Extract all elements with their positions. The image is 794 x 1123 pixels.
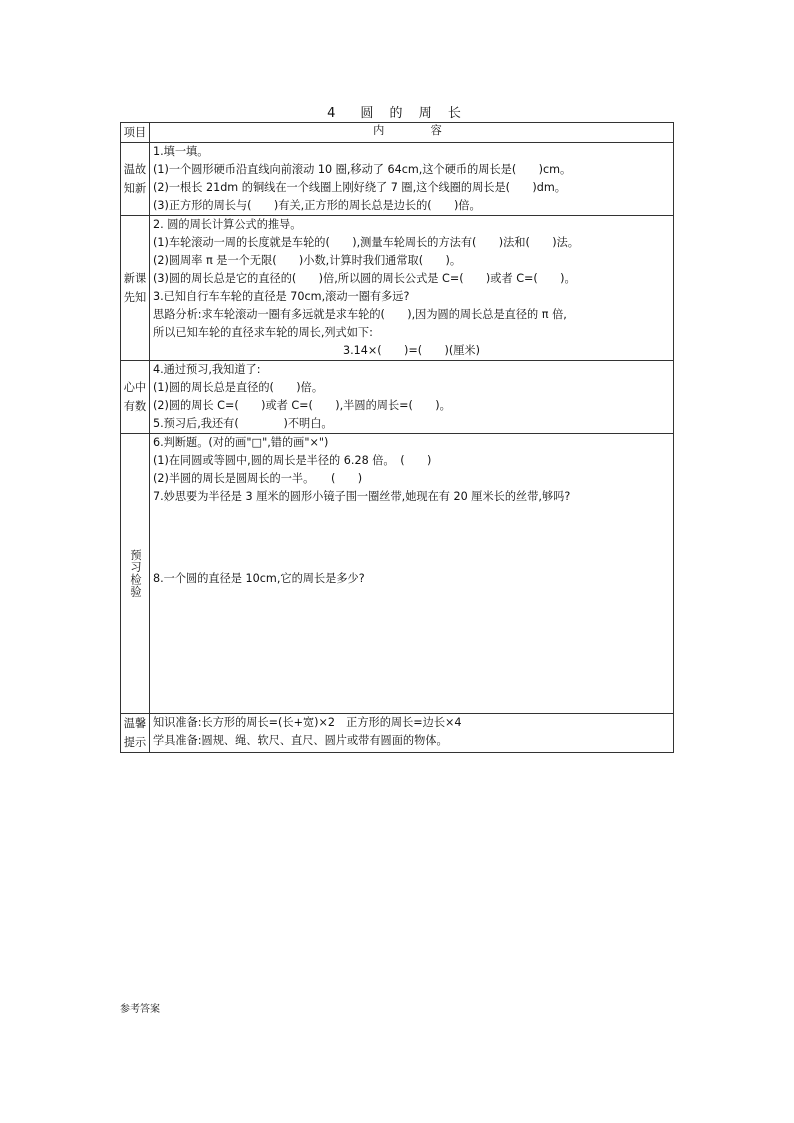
answer-space xyxy=(153,506,670,570)
content-line: (2)圆的周长 C=( )或者 C=( ),半圆的周长=( )。 xyxy=(153,399,451,412)
content-line: (1)圆的周长总是直径的( )倍。 xyxy=(153,381,324,394)
content-line: (2)一根长 21dm 的铜线在一个线圈上刚好绕了 7 圈,这个线圈的周长是( )dm。 xyxy=(153,181,566,194)
worksheet-table xyxy=(120,122,674,753)
section-label-newlesson: 新课先知 xyxy=(121,216,150,361)
content-line: (3)圆的周长总是它的直径的( )倍,所以圆的周长公式是 C=( )或者 C=( )。 xyxy=(153,272,576,285)
content-line: (1)一个圆形硬币沿直线向前滚动 10 圈,移动了 64cm,这个硬币的周长是( )cm。 xyxy=(153,163,572,176)
content-line: 4.通过预习,我知道了: xyxy=(153,363,261,376)
header-content-label: 内 容 xyxy=(150,123,674,143)
content-line: (2)半圆的周长是圆周长的一半。 ( ) xyxy=(153,472,363,485)
table-header-row xyxy=(121,123,674,143)
formula-line: 3.14×( )=( )(厘米) xyxy=(343,344,480,357)
answer-key-heading: 参考答案 xyxy=(120,1004,160,1015)
content-line: 1.填一填。 xyxy=(153,145,209,158)
section-label-check: 预习检验 xyxy=(121,434,150,714)
content-line: 5.预习后,我还有( )不明白。 xyxy=(153,417,333,430)
section-label-tips: 温馨提示 xyxy=(121,714,150,753)
content-line: 7.妙思要为半径是 3 厘米的圆形小镜子围一圈丝带,她现在有 20 厘米长的丝带,够吗? xyxy=(153,490,571,503)
page-title: 4 圆 的 周 长 xyxy=(327,106,467,121)
content-line: 知识准备:长方形的周长=(长+宽)×2 正方形的周长=边长×4 xyxy=(153,716,462,729)
content-line: 6.判断题。(对的画"□",错的画"×") xyxy=(153,436,329,449)
content-line: 学具准备:圆规、绳、软尺、直尺、圆片或带有圆面的物体。 xyxy=(153,734,448,747)
content-line: (2)圆周率 π 是一个无限( )小数,计算时我们通常取( )。 xyxy=(153,254,462,267)
header-item-label: 项目 xyxy=(121,123,150,143)
section-content-tips xyxy=(150,714,674,753)
section-review-row xyxy=(121,143,674,216)
section-check-row xyxy=(121,434,674,714)
content-line: 2. 圆的周长计算公式的推导。 xyxy=(153,218,302,231)
section-label-review: 温故知新 xyxy=(121,143,150,216)
section-content-summary xyxy=(150,361,674,434)
section-content-check xyxy=(150,434,674,714)
answer-space xyxy=(153,588,670,686)
section-content-newlesson xyxy=(150,216,674,361)
section-summary-row xyxy=(121,361,674,434)
section-content-review xyxy=(150,143,674,216)
section-label-summary: 心中有数 xyxy=(121,361,150,434)
content-line: 3.已知自行车车轮的直径是 70cm,滚动一圈有多远? xyxy=(153,290,410,303)
section-newlesson-row xyxy=(121,216,674,361)
content-line: 8.一个圆的直径是 10cm,它的周长是多少? xyxy=(153,572,365,585)
content-line: (1)车轮滚动一周的长度就是车轮的( ),测量车轮周长的方法有( )法和( )法。 xyxy=(153,236,579,249)
content-line: 所以已知车轮的直径求车轮的周长,列式如下: xyxy=(153,326,373,339)
content-line: (1)在同圆或等圆中,圆的周长是半径的 6.28 倍。 ( ) xyxy=(153,454,432,467)
section-tips-row xyxy=(121,714,674,753)
content-line: (3)正方形的周长与( )有关,正方形的周长总是边长的( )倍。 xyxy=(153,199,481,212)
content-line: 思路分析:求车轮滚动一圈有多远就是求车轮的( ),因为圆的周长总是直径的 π 倍, xyxy=(153,308,567,321)
